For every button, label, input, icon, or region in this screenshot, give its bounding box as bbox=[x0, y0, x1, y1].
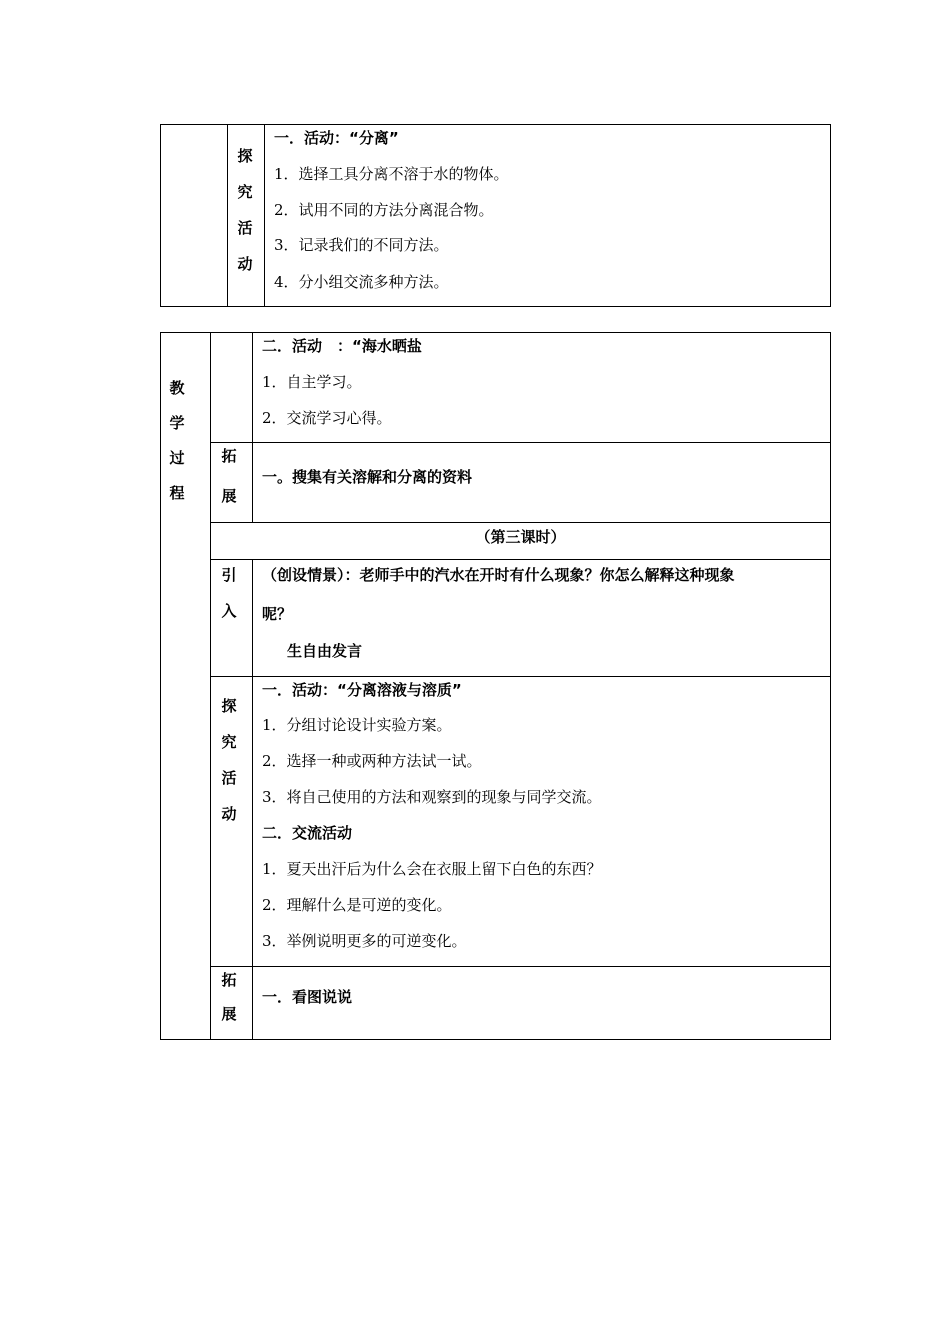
table2-label-divider-a bbox=[252, 332, 253, 522]
list-item: 2．理解什么是可逆的变化。 bbox=[262, 896, 452, 914]
explore2-label: 探 究 活 动 bbox=[221, 697, 237, 823]
row-divider bbox=[210, 966, 831, 967]
row-divider bbox=[210, 442, 831, 443]
extension2-text: 一．看图说说 bbox=[262, 988, 353, 1006]
list-item: 1．夏天出汗后为什么会在衣服上留下白色的东西？ bbox=[262, 860, 602, 878]
table2-label-divider-b bbox=[252, 559, 253, 1040]
extension1-text: 一。搜集有关溶解和分离的资料 bbox=[262, 468, 473, 486]
teaching-process-label: 教 学 过 程 bbox=[169, 379, 185, 502]
intro-line3: 生自由发言 bbox=[287, 642, 363, 660]
extension1-label: 拓 展 bbox=[221, 447, 237, 505]
list-item: 4．分小组交流多种方法。 bbox=[274, 273, 449, 291]
activity2-heading: 二．活动 ：“海水晒盐 bbox=[262, 337, 422, 355]
list-item: 1．自主学习。 bbox=[262, 373, 362, 391]
intro-line2: 呢？ bbox=[262, 605, 293, 623]
table-explore-activity bbox=[160, 124, 831, 307]
table1-divider-1 bbox=[227, 124, 228, 307]
list-item: 3．记录我们的不同方法。 bbox=[274, 236, 449, 254]
explore2-heading1: 一．活动：“分离溶液与溶质” bbox=[262, 681, 462, 699]
row-divider bbox=[210, 559, 831, 560]
lesson3-title: （第三课时） bbox=[475, 528, 566, 546]
table1-divider-2 bbox=[264, 124, 265, 307]
row-divider bbox=[210, 522, 831, 523]
list-item: 3．举例说明更多的可逆变化。 bbox=[262, 932, 467, 950]
extension2-label: 拓 展 bbox=[221, 971, 237, 1023]
table-teaching-process bbox=[160, 332, 831, 1040]
intro-line1: （创设情景）：老师手中的汽水在开时有什么现象？你怎么解释这种现象 bbox=[262, 566, 735, 584]
list-item: 2．选择一种或两种方法试一试。 bbox=[262, 752, 482, 770]
table1-heading: 一．活动：“分离” bbox=[274, 129, 399, 147]
table2-side-divider bbox=[210, 332, 211, 1040]
list-item: 1．分组讨论设计实验方案。 bbox=[262, 716, 452, 734]
row-divider bbox=[210, 676, 831, 677]
table1-section-label: 探 究 活 动 bbox=[237, 147, 253, 273]
list-item: 3．将自己使用的方法和观察到的现象与同学交流。 bbox=[262, 788, 602, 806]
intro-label: 引 入 bbox=[221, 566, 237, 620]
list-item: 2．交流学习心得。 bbox=[262, 409, 392, 427]
list-item: 2．试用不同的方法分离混合物。 bbox=[274, 201, 494, 219]
explore2-heading2: 二．交流活动 bbox=[262, 824, 353, 842]
list-item: 1．选择工具分离不溶于水的物体。 bbox=[274, 165, 509, 183]
